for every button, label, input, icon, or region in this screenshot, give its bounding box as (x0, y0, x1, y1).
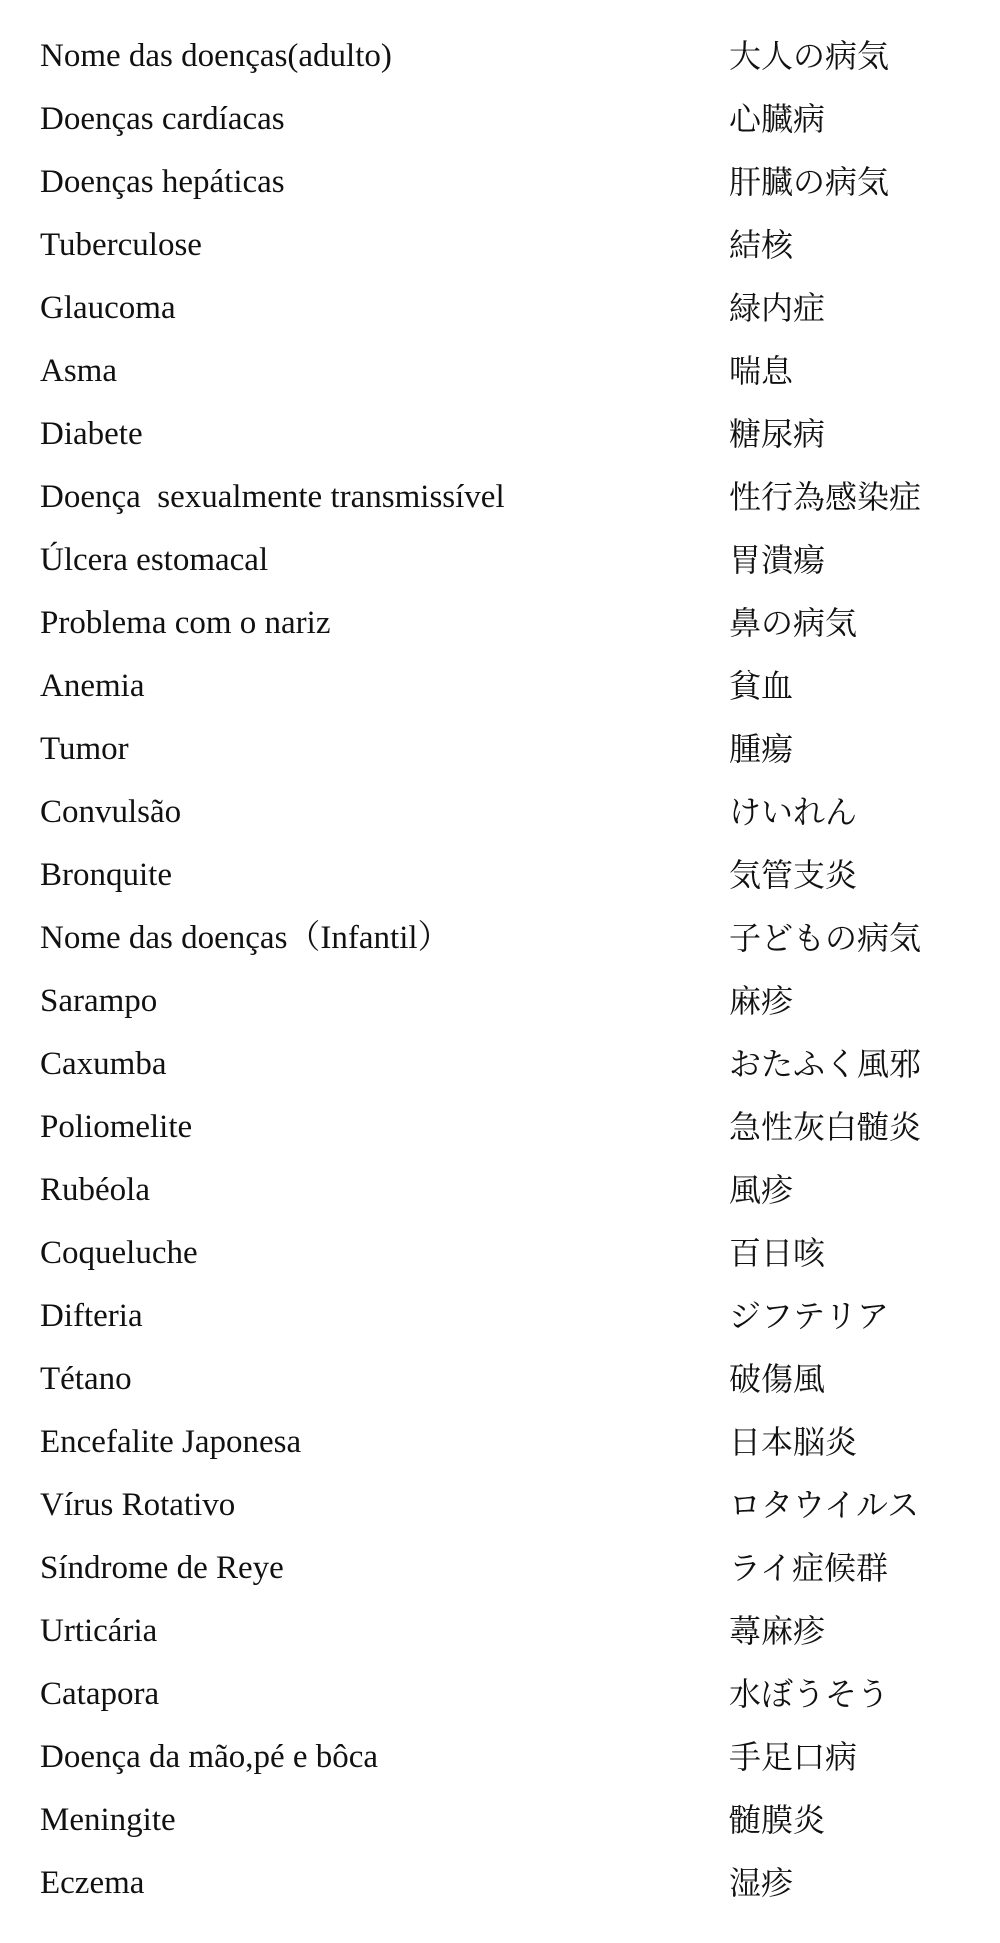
glossary-row (0, 1348, 1000, 1411)
glossary-row (0, 277, 1000, 340)
portuguese-term: Rubéola (40, 1172, 150, 1208)
glossary-row (0, 214, 1000, 277)
glossary-row (0, 403, 1000, 466)
japanese-term: おたふく風邪 (729, 1045, 922, 1083)
japanese-term: 日本脳炎 (729, 1423, 858, 1461)
portuguese-term: Catapora (40, 1676, 160, 1712)
glossary-row (0, 1411, 1000, 1474)
glossary-row (0, 529, 1000, 592)
japanese-term: 結核 (729, 226, 794, 264)
japanese-term: 鼻の病気 (729, 604, 858, 642)
portuguese-term: Bronquite (40, 857, 172, 893)
japanese-term: ライ症候群 (729, 1549, 889, 1587)
japanese-term: 風疹 (729, 1171, 794, 1209)
glossary-row (0, 844, 1000, 907)
japanese-term: 胃潰瘍 (729, 541, 826, 579)
japanese-term: 腫瘍 (729, 730, 794, 768)
portuguese-term: Coqueluche (40, 1235, 198, 1271)
portuguese-term: Encefalite Japonesa (40, 1424, 302, 1460)
glossary-row (0, 1663, 1000, 1726)
japanese-term: 水ぼうそう (729, 1675, 890, 1713)
glossary-row (0, 1222, 1000, 1285)
glossary-row (0, 1537, 1000, 1600)
japanese-term: ジフテリア (729, 1297, 890, 1335)
portuguese-term: Convulsão (40, 794, 182, 830)
japanese-term: 百日咳 (729, 1234, 826, 1272)
glossary-row (0, 340, 1000, 403)
japanese-term: 湿疹 (729, 1864, 794, 1902)
japanese-term: 麻疹 (729, 982, 794, 1020)
glossary-row (0, 151, 1000, 214)
glossary-row (0, 1852, 1000, 1915)
glossary-row (0, 970, 1000, 1033)
glossary-row (0, 88, 1000, 151)
portuguese-term: Tétano (40, 1361, 132, 1397)
portuguese-term: Sarampo (40, 983, 158, 1019)
japanese-term: 子どもの病気 (729, 919, 922, 957)
glossary-row (0, 1285, 1000, 1348)
japanese-term: 心臓病 (729, 100, 826, 138)
portuguese-term: Meningite (40, 1802, 176, 1838)
portuguese-term: Nome das doenças（Infantil） (40, 920, 451, 956)
japanese-term: 糖尿病 (729, 415, 826, 453)
portuguese-term: Urticária (40, 1613, 158, 1649)
portuguese-term: Síndrome de Reye (40, 1550, 284, 1586)
japanese-term: ロタウイルス (729, 1486, 920, 1524)
glossary-row (0, 1474, 1000, 1537)
glossary-row (0, 25, 1000, 88)
glossary-row (0, 466, 1000, 529)
japanese-term: 肝臓の病気 (729, 163, 890, 201)
japanese-term: 手足口病 (729, 1738, 858, 1776)
glossary-row (0, 1159, 1000, 1222)
portuguese-term: Eczema (40, 1865, 145, 1901)
japanese-term: けいれん (729, 793, 858, 831)
portuguese-term: Doença sexualmente transmissível (40, 479, 505, 515)
portuguese-term: Poliomelite (40, 1109, 193, 1145)
glossary-row (0, 592, 1000, 655)
glossary-row (0, 781, 1000, 844)
portuguese-term: Glaucoma (40, 290, 176, 326)
japanese-term: 蕁麻疹 (729, 1612, 826, 1650)
portuguese-term: Tuberculose (40, 227, 202, 263)
japanese-term: 気管支炎 (729, 856, 858, 894)
portuguese-term: Doenças cardíacas (40, 101, 285, 137)
portuguese-term: Doenças hepáticas (40, 164, 285, 200)
glossary-row (0, 1789, 1000, 1852)
japanese-term: 性行為感染症 (729, 478, 922, 516)
glossary-row (0, 1096, 1000, 1159)
glossary-row (0, 718, 1000, 781)
japanese-term: 急性灰白髄炎 (729, 1108, 922, 1146)
portuguese-term: Diabete (40, 416, 143, 452)
portuguese-term: Difteria (40, 1298, 143, 1334)
glossary-row (0, 1033, 1000, 1096)
japanese-term: 髄膜炎 (729, 1801, 826, 1839)
glossary-row (0, 907, 1000, 970)
japanese-term: 緑内症 (729, 289, 826, 327)
portuguese-term: Tumor (40, 731, 129, 767)
portuguese-term: Caxumba (40, 1046, 167, 1082)
portuguese-term: Nome das doenças(adulto) (40, 38, 392, 74)
japanese-term: 破傷風 (729, 1360, 826, 1398)
japanese-term: 大人の病気 (729, 37, 890, 75)
portuguese-term: Anemia (40, 668, 145, 704)
portuguese-term: Vírus Rotativo (40, 1487, 236, 1523)
disease-glossary-list (0, 25, 1000, 1915)
portuguese-term: Doença da mão,pé e bôca (40, 1739, 379, 1775)
japanese-term: 貧血 (729, 667, 794, 705)
glossary-row (0, 1726, 1000, 1789)
portuguese-term: Problema com o nariz (40, 605, 331, 641)
glossary-row (0, 1600, 1000, 1663)
portuguese-term: Asma (40, 353, 117, 389)
japanese-term: 喘息 (729, 352, 794, 390)
glossary-row (0, 655, 1000, 718)
portuguese-term: Úlcera estomacal (40, 542, 269, 578)
